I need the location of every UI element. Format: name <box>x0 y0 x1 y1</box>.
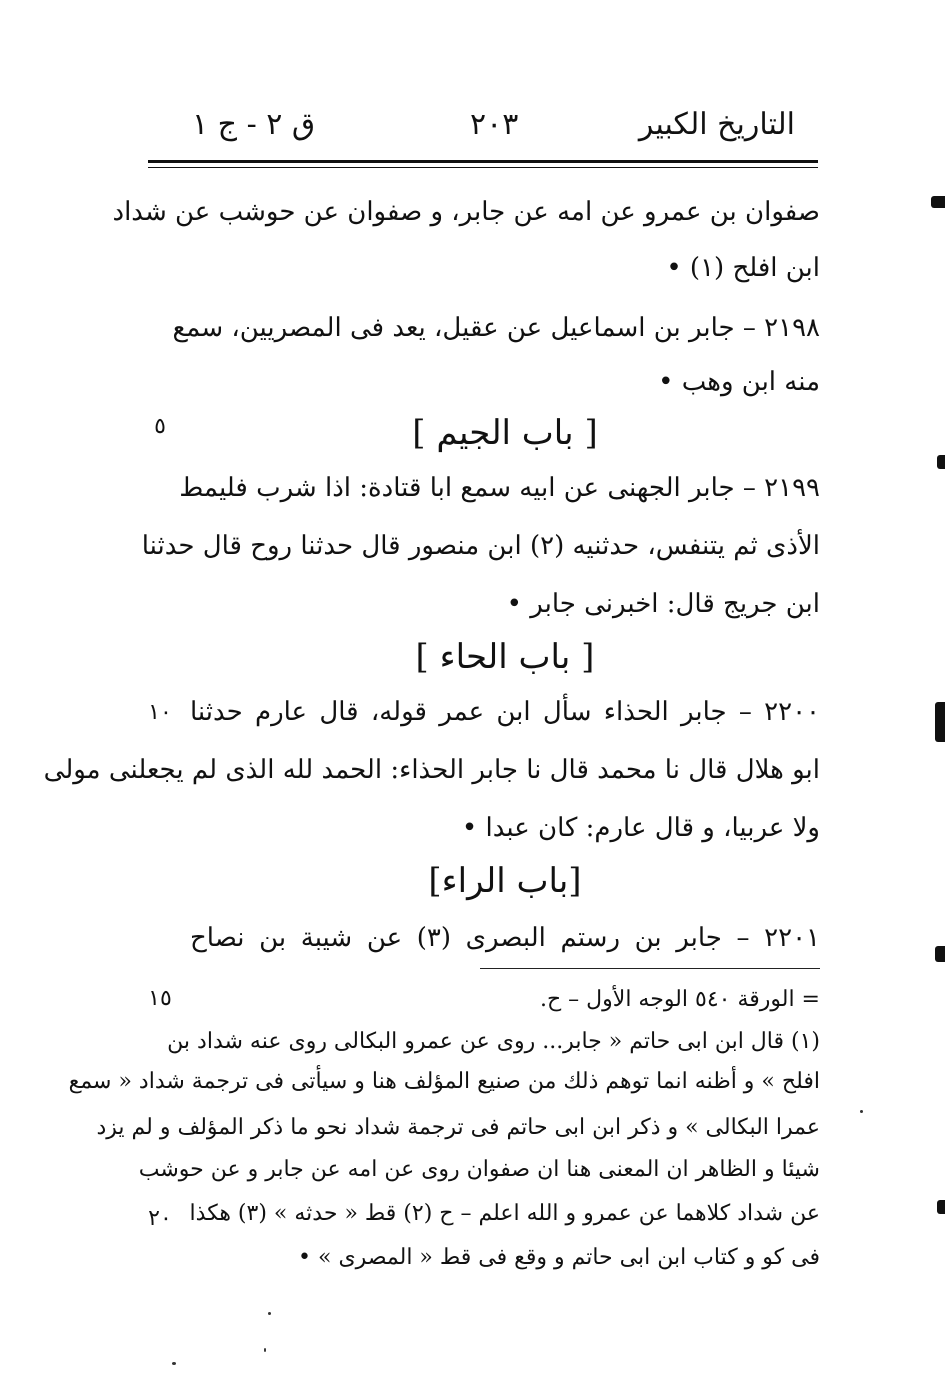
footnote-line: عمرا البكالى » و ذكر ابن ابى حاتم فى ترجمة شداد نحو ما ذكر المؤلف و لم يزد <box>96 1115 820 1140</box>
footnote-line: = الورقة ٥٤٠ الوجه الأول – ح. <box>539 987 820 1012</box>
section-heading-ha: [ باب الحاء ] <box>415 637 595 677</box>
footnote-line: فى كو و كتاب ابن ابى حاتم و وقع فى قط « المصرى » • <box>298 1245 820 1270</box>
scan-edge-mark <box>935 946 945 962</box>
scan-speck <box>860 1110 863 1113</box>
margin-line-number: ٢٠ <box>148 1206 172 1231</box>
footnote-line: عن شداد كلاهما عن عمرو و الله اعلم – ح (٢) قط « حدثه » (٣) هكذا <box>189 1201 820 1226</box>
text-line: ابن افلح (١) • <box>666 253 820 283</box>
footnote-line: افلح » و أظنه انما توهم ذلك من صنيع المؤلف هنا و سيأتى فى ترجمة شداد « سمع <box>68 1069 820 1094</box>
margin-line-number: ١٠ <box>148 700 172 725</box>
footnote-line: (١) قال ابن ابى حاتم « جابر... روى عن عمرو البكالى روى عنه شداد بن <box>167 1029 820 1054</box>
scan-edge-mark <box>935 702 945 742</box>
scan-speck <box>264 1348 266 1352</box>
text-line: ابو هلال قال نا محمد قال نا جابر الحذاء: الحمد لله الذى لم يجعلنى مولى <box>43 755 820 785</box>
volume-reference: ق ٢ - ج ١ <box>192 107 316 142</box>
entry-2200: ٢٢٠٠ – جابر الحذاء سأل ابن عمر قوله، قال عارم حدثنا <box>190 697 820 727</box>
text-line: ولا عربيا، و قال عارم: كان عبدا • <box>461 813 820 843</box>
text-line: ابن جريج قال: اخبرنى جابر • <box>506 589 820 619</box>
margin-line-number: ١٥ <box>148 986 172 1011</box>
running-title: التاريخ الكبير <box>638 107 795 142</box>
header-rule-thick <box>148 160 818 163</box>
footnote-line: شيئا و الظاهر ان المعنى هنا ان صفوان روى عن امه عن جابر و عن حوشب <box>138 1157 820 1182</box>
footnote-rule <box>480 968 820 969</box>
margin-line-number: ٥ <box>154 414 166 439</box>
scan-edge-mark <box>937 1200 945 1214</box>
page-number: ٢٠٣ <box>470 107 519 142</box>
entry-2199: ٢١٩٩ – جابر الجهنى عن ابيه سمع ابا قتادة: اذا شرب فليمط <box>179 473 820 503</box>
scan-edge-mark <box>931 196 945 208</box>
text-line: صفوان بن عمرو عن امه عن جابر، و صفوان عن حوشب عن شداد <box>112 197 820 227</box>
scan-speck <box>268 1312 271 1315</box>
text-line: منه ابن وهب • <box>658 367 820 397</box>
entry-2201: ٢٢٠١ – جابر بن رستم البصرى (٣) عن شيبة بن نصاح <box>190 923 820 953</box>
entry-2198: ٢١٩٨ – جابر بن اسماعيل عن عقيل، يعد فى المصريين، سمع <box>172 313 820 343</box>
text-line: الأذى ثم يتنفس، حدثنيه (٢) ابن منصور قال حدثنا روح قال حدثنا <box>141 531 820 561</box>
section-heading-ra: [باب الراء] <box>428 861 582 901</box>
header-rule-thin <box>148 167 818 168</box>
scan-speck <box>172 1362 176 1365</box>
scan-edge-mark <box>937 455 945 469</box>
section-heading-jim: [ باب الجيم ] <box>412 413 598 453</box>
